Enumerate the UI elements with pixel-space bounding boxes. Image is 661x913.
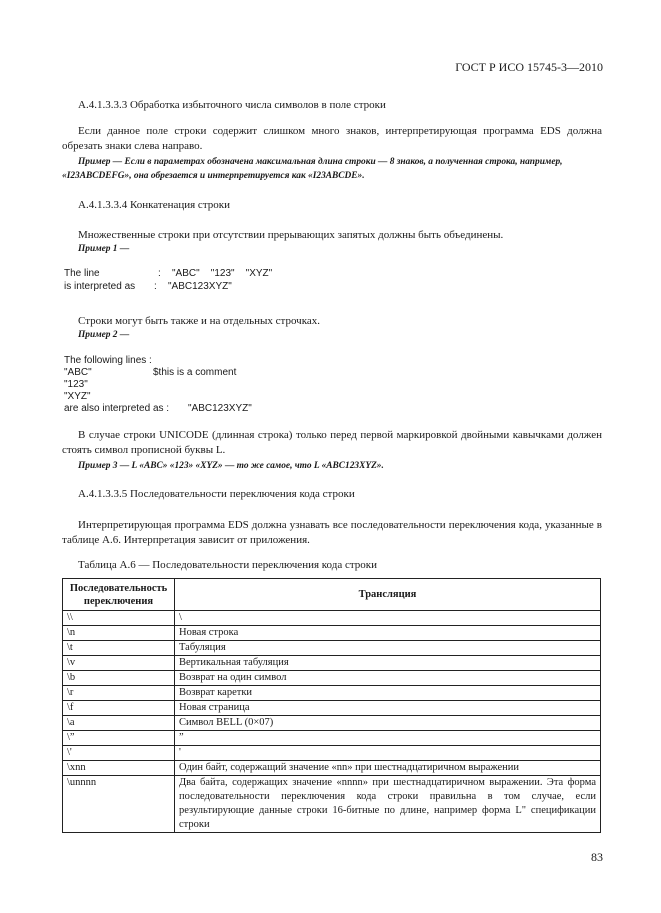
page-number: 83 xyxy=(591,850,603,864)
code2-line3: "123" xyxy=(64,379,88,390)
section-heading-3335: А.4.1.3.3.5 Последовательности переключения кода строки xyxy=(78,488,355,500)
sequence-cell: \xnn xyxy=(63,761,175,776)
example1-label: Пример 1 — xyxy=(78,244,130,254)
sequence-cell: \\ xyxy=(63,611,175,626)
example-truncation-line1: Пример — Если в параметрах обозначена максимальная длина строки — 8 знаков, а полученная строка, например, xyxy=(78,157,563,167)
code2-line1: The following lines : xyxy=(64,355,152,366)
table-row xyxy=(63,611,601,626)
table-row xyxy=(63,626,601,641)
code1-line1-colon: : xyxy=(158,268,161,279)
translation-cell: Два байта, содержащих значение «nnnn» при шестнадцатиричном выражении. Эта форма последовательности переключения кода строки правильна в том случае, если результирующие данные строки 16-битные по длине, например форма L" спецификации строки xyxy=(175,776,601,833)
code1-line2-left: is interpreted as xyxy=(64,281,136,292)
example-truncation-line2: «I23ABCDEFG», она обрезается и интерпретируется как «I23ABCDE». xyxy=(62,171,365,181)
sequence-cell: \” xyxy=(63,731,175,746)
standard-code: ГОСТ Р ИСО 15745-3—2010 xyxy=(455,60,603,74)
column-header-sequence: Последовательность переключения xyxy=(63,579,175,611)
table-row xyxy=(63,746,601,761)
translation-cell: Новая строка xyxy=(175,626,601,641)
translation-cell: \ xyxy=(175,611,601,626)
paragraph-unicode: В случае строки UNICODE (длинная строка) только перед первой маркировкой двойными кавычками должен стоять символ прописной буквы L. xyxy=(62,429,602,456)
table-row xyxy=(63,656,601,671)
code1-line1-left: The line xyxy=(64,268,100,279)
translation-cell: ” xyxy=(175,731,601,746)
code2-line2-comment: $this is a comment xyxy=(153,367,237,378)
sequence-cell: \a xyxy=(63,716,175,731)
table-row xyxy=(63,641,601,656)
code2-line5-right: "ABC123XYZ" xyxy=(188,403,252,414)
paragraph-concatenation: Множественные строки при отсутствии прерывающих запятых должны быть объединены. xyxy=(78,229,504,241)
table-row xyxy=(63,761,601,776)
code2-line2-left: "ABC" xyxy=(64,367,92,378)
table-row xyxy=(63,701,601,716)
table-row xyxy=(63,686,601,701)
sequence-cell: \r xyxy=(63,686,175,701)
code1-line1-right: "ABC" "123" "XYZ" xyxy=(172,268,273,279)
table-row xyxy=(63,776,601,833)
column-header-translation: Трансляция xyxy=(175,579,601,611)
table-header-row xyxy=(63,579,601,611)
table-caption: Таблица А.6 — Последовательности переключения кода строки xyxy=(78,559,378,571)
code1-line2-colon: : xyxy=(154,281,157,292)
translation-cell: Возврат каретки xyxy=(175,686,601,701)
table-row xyxy=(63,731,601,746)
translation-cell: Табуляция xyxy=(175,641,601,656)
translation-cell: Возврат на один символ xyxy=(175,671,601,686)
translation-cell: Один байт, содержащий значение «nn» при шестнадцатиричном выражении xyxy=(175,761,601,776)
sequence-cell: \' xyxy=(63,746,175,761)
escape-sequence-table xyxy=(62,578,601,833)
translation-cell: Символ BELL (0×07) xyxy=(175,716,601,731)
sequence-cell: \v xyxy=(63,656,175,671)
section-heading-3334: А.4.1.3.3.4 Конкатенация строки xyxy=(78,199,230,211)
table-row xyxy=(63,716,601,731)
code1-line2-right: "ABC123XYZ" xyxy=(168,281,232,292)
section-heading-3333: А.4.1.3.3.3 Обработка избыточного числа символов в поле строки xyxy=(78,99,386,111)
sequence-cell: \unnnn xyxy=(63,776,175,833)
paragraph-separate-lines: Строки могут быть также и на отдельных строчках. xyxy=(78,315,321,327)
code2-line5-left: are also interpreted as : xyxy=(64,403,170,414)
translation-cell: Вертикальная табуляция xyxy=(175,656,601,671)
sequence-cell: \f xyxy=(63,701,175,716)
translation-cell: ' xyxy=(175,746,601,761)
table-row xyxy=(63,671,601,686)
sequence-cell: \t xyxy=(63,641,175,656)
translation-cell: Новая страница xyxy=(175,701,601,716)
code2-line4: "XYZ" xyxy=(64,391,91,402)
paragraph-escape-sequences: Интерпретирующая программа EDS должна узнавать все последовательности переключения кода, указанные в таблице А.6. Интерпретация зависит от приложения. xyxy=(62,519,602,546)
example3: Пример 3 — L «ABC» «123» «XYZ» — то же самое, что L «ABC123XYZ». xyxy=(78,461,384,471)
paragraph-truncation: Если данное поле строки содержит слишком много знаков, интерпретирующая программа EDS должна обрезать знаки слева направо. xyxy=(62,125,602,152)
sequence-cell: \b xyxy=(63,671,175,686)
sequence-cell: \n xyxy=(63,626,175,641)
example2-label: Пример 2 — xyxy=(78,330,130,340)
